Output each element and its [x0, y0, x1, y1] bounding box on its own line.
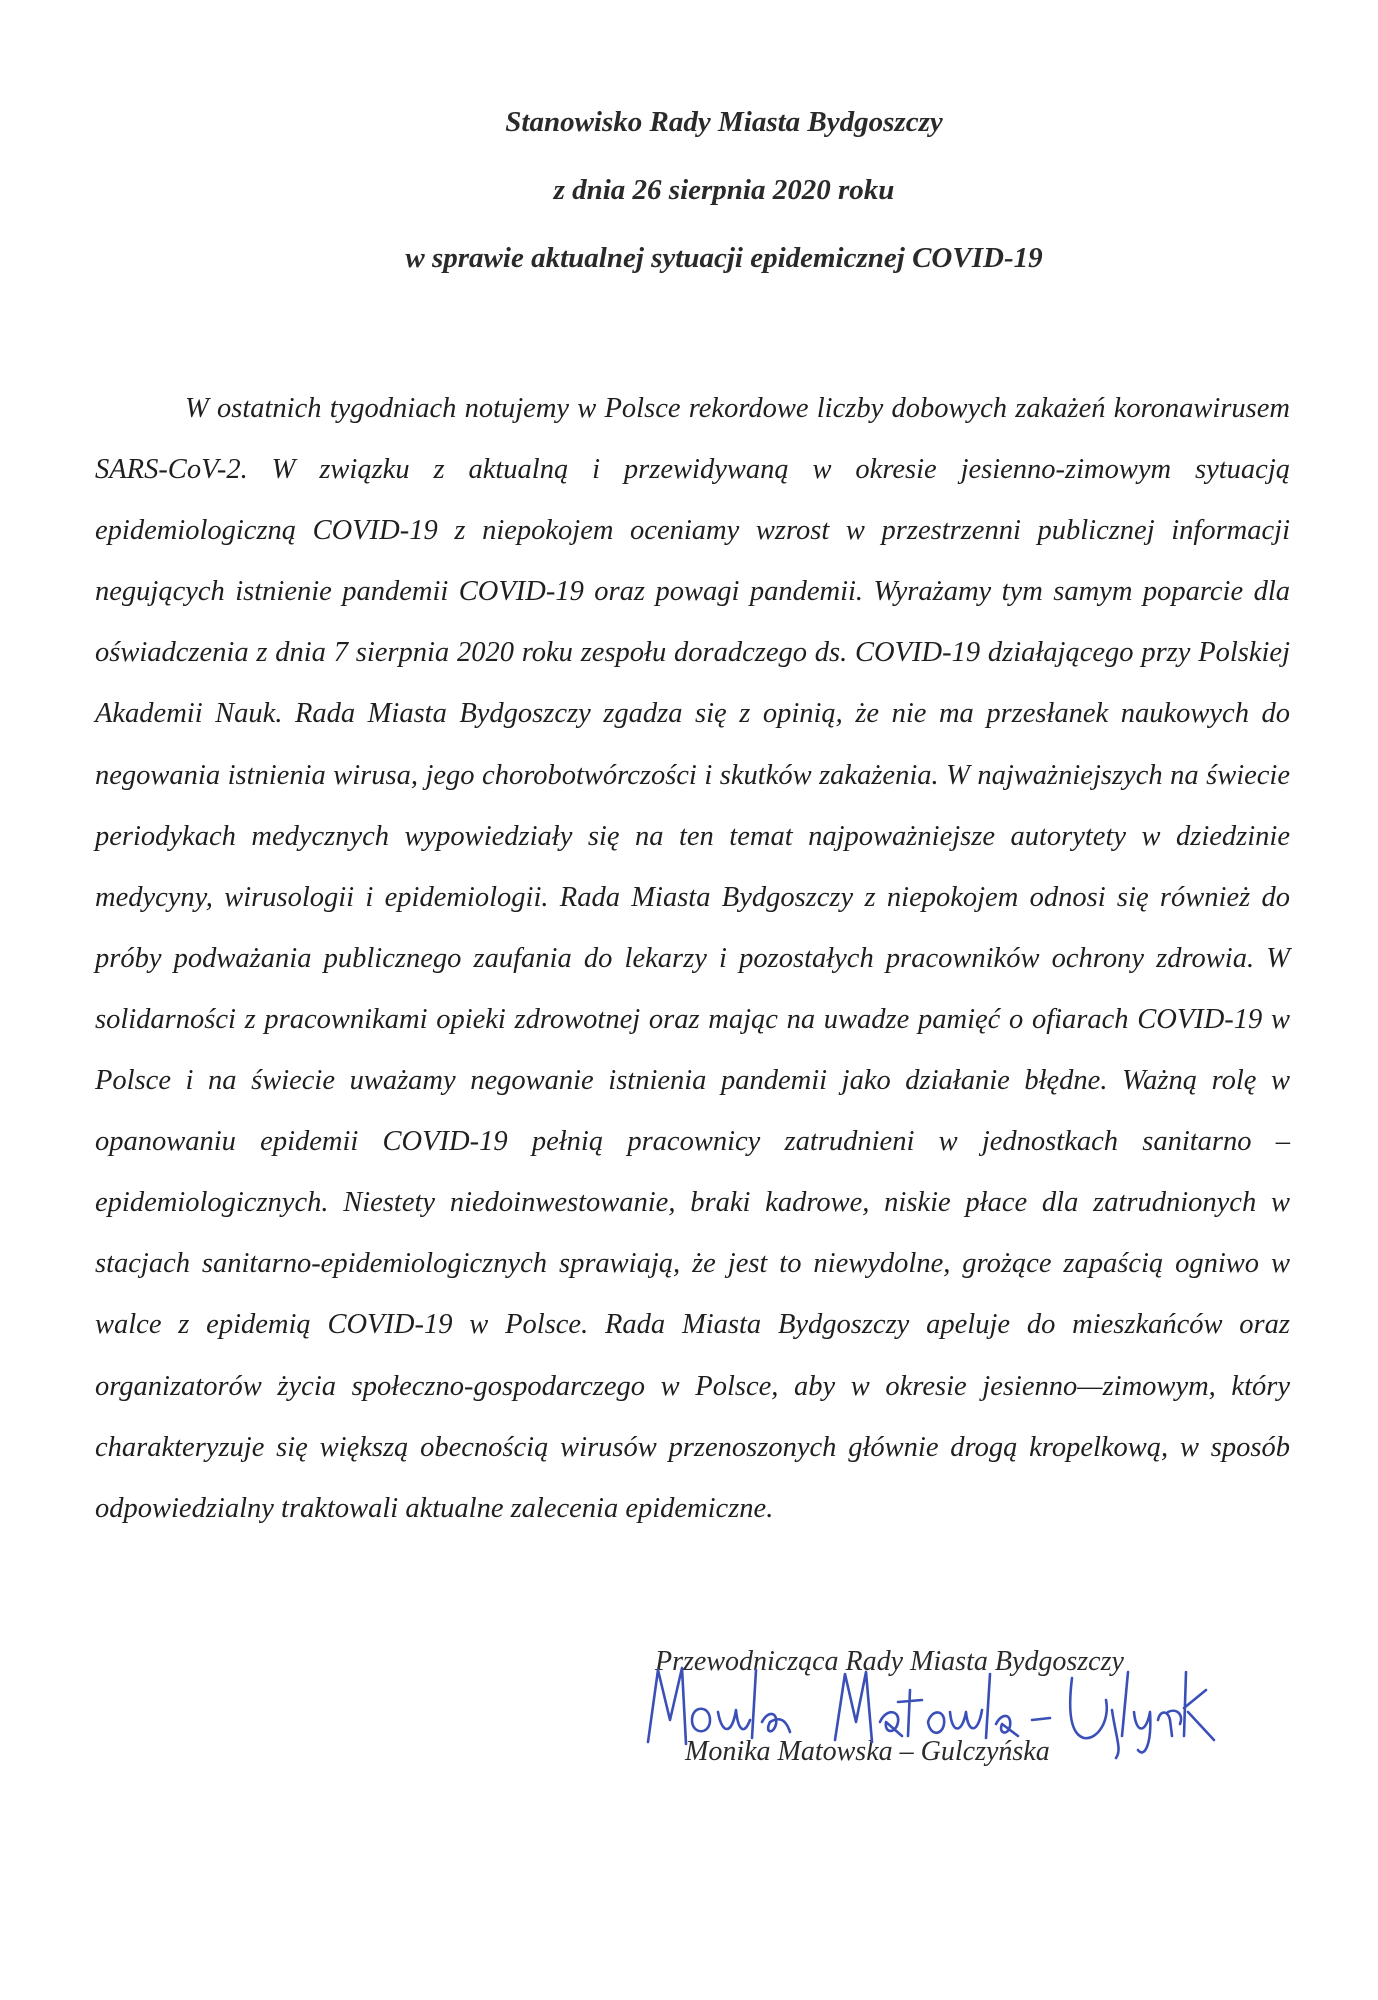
heading-subject: w sprawie aktualnej sytuacji epidemicznej COVID-19 [405, 242, 1043, 274]
document-body-paragraph: W ostatnich tygodniach notujemy w Polsce rekordowe liczby dobowych zakażeń koronawirusem SARS-CoV-2. W związku z aktualną i przewidywaną w okresie jesienno-zimowym sytuacją epidemiologiczną COVID-19 z niepokojem oceniamy wzrost w przestrzenni publicznej informacji negujących istnienie pandemii COVID-19 oraz powagi pandemii. Wyrażamy tym samym poparcie dla oświadczenia z dnia 7 sierpnia 2020 roku zespołu doradczego ds. COVID-19 działającego przy Polskiej Akademii Nauk. Rada Miasta Bydgoszczy zgadza się z opinią, że nie ma przesłanek naukowych do negowania istnienia wirusa, jego chorobotwórczości i skutków zakażenia. W najważniejszych na świecie periodykach medycznych wypowiedziały się na ten temat najpoważniejsze autorytety w dziedzinie medycyny, wirusologii i epidemiologii. Rada Miasta Bydgoszczy z niepokojem odnosi się również do próby podważania publicznego zaufania do lekarzy i pozostałych pracowników ochrony zdrowia. W solidarności z pracownikami opieki zdrowotnej oraz mając na uwadze pamięć o ofiarach COVID-19 w Polsce i na świecie uważamy negowanie istnienia pandemii jako działanie błędne. Ważną rolę w opanowaniu epidemii COVID-19 pełnią pracownicy zatrudnieni w jednostkach sanitarno – epidemiologicznych. Niestety niedoinwestowanie, braki kadrowe, niskie płace dla zatrudnionych w stacjach sanitarno-epidemiologicznych sprawiają, że jest to niewydolne, grożące zapaścią ogniwo w walce z epidemią COVID-19 w Polsce. Rada Miasta Bydgoszczy apeluje do mieszkańców oraz organizatorów życia społeczno-gospodarczego w Polsce, aby w okresie jesienno—zimowym, który charakteryzuje się większą obecnością wirusów przenoszonych głównie drogą kropelkową, w sposób odpowiedzialny traktowali aktualne zalecenia epidemiczne. [95, 393, 1290, 1524]
heading-date: z dnia 26 sierpnia 2020 roku [553, 174, 895, 206]
signatory-title: Przewodnicząca Rady Miasta Bydgoszczy [655, 1646, 1124, 1677]
document-heading [0, 88, 1378, 292]
signatory-name: Monika Matowska – Gulczyńska [685, 1736, 1050, 1767]
heading-title: Stanowisko Rady Miasta Bydgoszczy [505, 106, 943, 138]
handwritten-signature [640, 1650, 1220, 1760]
